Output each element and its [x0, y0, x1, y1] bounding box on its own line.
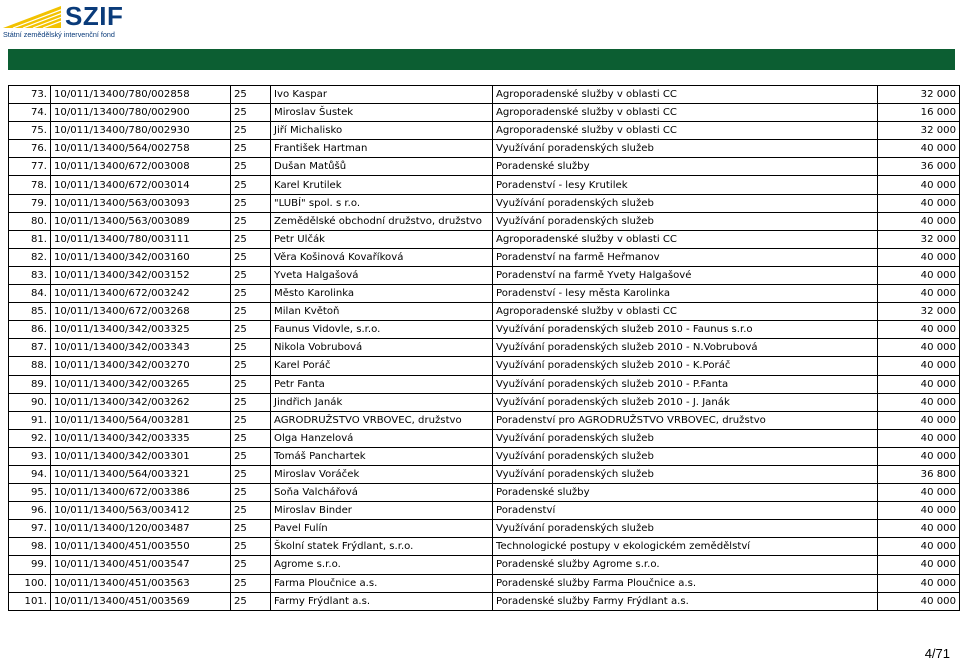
applicant-name: Olga Hanzelová: [271, 429, 493, 447]
table-row: [9, 230, 960, 248]
percentage: 25: [231, 86, 271, 104]
row-number: 83.: [9, 266, 51, 284]
applicant-name: Ivo Kaspar: [271, 86, 493, 104]
project-purpose: Technologické postupy v ekologickém zemědělství: [493, 538, 878, 556]
applicant-name: Yveta Halgašová: [271, 266, 493, 284]
row-number: 98.: [9, 538, 51, 556]
table-row: [9, 86, 960, 104]
amount: 16 000: [878, 104, 960, 122]
table-row: [9, 248, 960, 266]
project-purpose: Využívání poradenských služeb: [493, 194, 878, 212]
registration-code: 10/011/13400/451/003547: [51, 556, 231, 574]
amount: 40 000: [878, 393, 960, 411]
row-number: 77.: [9, 158, 51, 176]
amount: 40 000: [878, 411, 960, 429]
registration-code: 10/011/13400/451/003550: [51, 538, 231, 556]
row-number: 87.: [9, 339, 51, 357]
row-number: 94.: [9, 465, 51, 483]
row-number: 92.: [9, 429, 51, 447]
amount: 40 000: [878, 212, 960, 230]
project-purpose: Agroporadenské služby v oblasti CC: [493, 303, 878, 321]
project-purpose: Poradenské služby Farmy Frýdlant a.s.: [493, 592, 878, 610]
applicant-name: František Hartman: [271, 140, 493, 158]
percentage: 25: [231, 592, 271, 610]
applicant-name: "LUBÍ" spol. s r.o.: [271, 194, 493, 212]
grant-table: [8, 85, 960, 611]
row-number: 81.: [9, 230, 51, 248]
amount: 40 000: [878, 429, 960, 447]
amount: 40 000: [878, 574, 960, 592]
registration-code: 10/011/13400/564/003321: [51, 465, 231, 483]
registration-code: 10/011/13400/780/003111: [51, 230, 231, 248]
szif-logo: [3, 1, 133, 39]
amount: 32 000: [878, 230, 960, 248]
project-purpose: Využívání poradenských služeb: [493, 447, 878, 465]
row-number: 99.: [9, 556, 51, 574]
applicant-name: Farmy Frýdlant a.s.: [271, 592, 493, 610]
amount: 40 000: [878, 375, 960, 393]
amount: 40 000: [878, 447, 960, 465]
applicant-name: Karel Poráč: [271, 357, 493, 375]
table-row: [9, 375, 960, 393]
amount: 40 000: [878, 248, 960, 266]
table-row: [9, 465, 960, 483]
applicant-name: Miroslav Voráček: [271, 465, 493, 483]
project-purpose: Poradenství na farmě Yvety Halgašové: [493, 266, 878, 284]
registration-code: 10/011/13400/120/003487: [51, 520, 231, 538]
row-number: 74.: [9, 104, 51, 122]
row-number: 95.: [9, 484, 51, 502]
applicant-name: Petr Ulčák: [271, 230, 493, 248]
table-row: [9, 303, 960, 321]
registration-code: 10/011/13400/672/003242: [51, 285, 231, 303]
project-purpose: Agroporadenské služby v oblasti CC: [493, 86, 878, 104]
registration-code: 10/011/13400/672/003014: [51, 176, 231, 194]
project-purpose: Agroporadenské služby v oblasti CC: [493, 122, 878, 140]
percentage: 25: [231, 339, 271, 357]
table-row: [9, 429, 960, 447]
registration-code: 10/011/13400/563/003412: [51, 502, 231, 520]
project-purpose: Využívání poradenských služeb: [493, 140, 878, 158]
header-bar: [8, 49, 955, 70]
table-row: [9, 520, 960, 538]
table-row: [9, 158, 960, 176]
project-purpose: Poradenství - lesy Krutilek: [493, 176, 878, 194]
row-number: 101.: [9, 592, 51, 610]
applicant-name: Petr Fanta: [271, 375, 493, 393]
amount: 40 000: [878, 339, 960, 357]
project-purpose: Využívání poradenských služeb: [493, 465, 878, 483]
project-purpose: Agroporadenské služby v oblasti CC: [493, 104, 878, 122]
registration-code: 10/011/13400/342/003343: [51, 339, 231, 357]
row-number: 84.: [9, 285, 51, 303]
applicant-name: Faunus Vidovle, s.r.o.: [271, 321, 493, 339]
project-purpose: Využívání poradenských služeb 2010 - Faunus s.r.o: [493, 321, 878, 339]
table-row: [9, 393, 960, 411]
project-purpose: Poradenství - lesy města Karolinka: [493, 285, 878, 303]
registration-code: 10/011/13400/563/003093: [51, 194, 231, 212]
registration-code: 10/011/13400/672/003008: [51, 158, 231, 176]
row-number: 78.: [9, 176, 51, 194]
applicant-name: Milan Květoň: [271, 303, 493, 321]
percentage: 25: [231, 393, 271, 411]
table-row: [9, 357, 960, 375]
table-row: [9, 556, 960, 574]
amount: 32 000: [878, 86, 960, 104]
registration-code: 10/011/13400/342/003262: [51, 393, 231, 411]
amount: 32 000: [878, 122, 960, 140]
applicant-name: Soňa Valchářová: [271, 484, 493, 502]
percentage: 25: [231, 248, 271, 266]
percentage: 25: [231, 429, 271, 447]
percentage: 25: [231, 447, 271, 465]
row-number: 90.: [9, 393, 51, 411]
row-number: 91.: [9, 411, 51, 429]
percentage: 25: [231, 538, 271, 556]
table-row: [9, 339, 960, 357]
applicant-name: Miroslav Binder: [271, 502, 493, 520]
percentage: 25: [231, 230, 271, 248]
project-purpose: Využívání poradenských služeb 2010 - P.Fanta: [493, 375, 878, 393]
project-purpose: Využívání poradenských služeb: [493, 429, 878, 447]
applicant-name: Dušan Matůšů: [271, 158, 493, 176]
percentage: 25: [231, 285, 271, 303]
page-number: 4/71: [924, 646, 950, 661]
amount: 32 000: [878, 303, 960, 321]
registration-code: 10/011/13400/563/003089: [51, 212, 231, 230]
amount: 40 000: [878, 484, 960, 502]
applicant-name: Nikola Vobrubová: [271, 339, 493, 357]
registration-code: 10/011/13400/342/003265: [51, 375, 231, 393]
registration-code: 10/011/13400/342/003301: [51, 447, 231, 465]
project-purpose: Poradenské služby: [493, 484, 878, 502]
applicant-name: AGRODRUŽSTVO VRBOVEC, družstvo: [271, 411, 493, 429]
applicant-name: Věra Košinová Kovaříková: [271, 248, 493, 266]
percentage: 25: [231, 212, 271, 230]
percentage: 25: [231, 484, 271, 502]
row-number: 96.: [9, 502, 51, 520]
registration-code: 10/011/13400/342/003160: [51, 248, 231, 266]
project-purpose: Využívání poradenských služeb 2010 - K.Poráč: [493, 357, 878, 375]
registration-code: 10/011/13400/342/003335: [51, 429, 231, 447]
amount: 40 000: [878, 556, 960, 574]
percentage: 25: [231, 502, 271, 520]
row-number: 75.: [9, 122, 51, 140]
percentage: 25: [231, 321, 271, 339]
project-purpose: Využívání poradenských služeb: [493, 212, 878, 230]
amount: 40 000: [878, 502, 960, 520]
registration-code: 10/011/13400/564/002758: [51, 140, 231, 158]
applicant-name: Město Karolinka: [271, 285, 493, 303]
table-row: [9, 411, 960, 429]
percentage: 25: [231, 266, 271, 284]
row-number: 79.: [9, 194, 51, 212]
table-row: [9, 538, 960, 556]
registration-code: 10/011/13400/451/003569: [51, 592, 231, 610]
project-purpose: Využívání poradenských služeb 2010 - J. Janák: [493, 393, 878, 411]
percentage: 25: [231, 176, 271, 194]
project-purpose: Poradenství: [493, 502, 878, 520]
row-number: 73.: [9, 86, 51, 104]
amount: 40 000: [878, 538, 960, 556]
applicant-name: Pavel Fulín: [271, 520, 493, 538]
registration-code: 10/011/13400/451/003563: [51, 574, 231, 592]
table-row: [9, 447, 960, 465]
table-row: [9, 140, 960, 158]
row-number: 89.: [9, 375, 51, 393]
project-purpose: Agroporadenské služby v oblasti CC: [493, 230, 878, 248]
registration-code: 10/011/13400/342/003152: [51, 266, 231, 284]
project-purpose: Poradenské služby Farma Ploučnice a.s.: [493, 574, 878, 592]
applicant-name: Agrome s.r.o.: [271, 556, 493, 574]
table-row: [9, 285, 960, 303]
project-purpose: Využívání poradenských služeb 2010 - N.Vobrubová: [493, 339, 878, 357]
logo-text: SZIF: [65, 1, 124, 31]
registration-code: 10/011/13400/342/003270: [51, 357, 231, 375]
row-number: 97.: [9, 520, 51, 538]
table-row: [9, 484, 960, 502]
percentage: 25: [231, 520, 271, 538]
logo-stripes-icon: [3, 6, 61, 28]
table-row: [9, 194, 960, 212]
amount: 40 000: [878, 266, 960, 284]
project-purpose: Poradenství pro AGRODRUŽSTVO VRBOVEC, družstvo: [493, 411, 878, 429]
percentage: 25: [231, 465, 271, 483]
row-number: 88.: [9, 357, 51, 375]
amount: 40 000: [878, 520, 960, 538]
row-number: 82.: [9, 248, 51, 266]
amount: 40 000: [878, 357, 960, 375]
percentage: 25: [231, 140, 271, 158]
table-row: [9, 266, 960, 284]
amount: 36 000: [878, 158, 960, 176]
row-number: 80.: [9, 212, 51, 230]
row-number: 100.: [9, 574, 51, 592]
percentage: 25: [231, 122, 271, 140]
registration-code: 10/011/13400/672/003386: [51, 484, 231, 502]
registration-code: 10/011/13400/672/003268: [51, 303, 231, 321]
applicant-name: Miroslav Šustek: [271, 104, 493, 122]
applicant-name: Zemědělské obchodní družstvo, družstvo: [271, 212, 493, 230]
percentage: 25: [231, 158, 271, 176]
percentage: 25: [231, 375, 271, 393]
registration-code: 10/011/13400/780/002900: [51, 104, 231, 122]
row-number: 93.: [9, 447, 51, 465]
amount: 40 000: [878, 140, 960, 158]
applicant-name: Tomáš Panchartek: [271, 447, 493, 465]
percentage: 25: [231, 194, 271, 212]
table-row: [9, 176, 960, 194]
registration-code: 10/011/13400/564/003281: [51, 411, 231, 429]
percentage: 25: [231, 104, 271, 122]
table-row: [9, 574, 960, 592]
table-row: [9, 212, 960, 230]
amount: 40 000: [878, 321, 960, 339]
applicant-name: Jindřich Janák: [271, 393, 493, 411]
row-number: 85.: [9, 303, 51, 321]
applicant-name: Školní statek Frýdlant, s.r.o.: [271, 538, 493, 556]
table-row: [9, 104, 960, 122]
table-row: [9, 592, 960, 610]
amount: 40 000: [878, 176, 960, 194]
amount: 40 000: [878, 285, 960, 303]
project-purpose: Poradenství na farmě Heřmanov: [493, 248, 878, 266]
table-row: [9, 122, 960, 140]
percentage: 25: [231, 357, 271, 375]
registration-code: 10/011/13400/342/003325: [51, 321, 231, 339]
percentage: 25: [231, 303, 271, 321]
percentage: 25: [231, 411, 271, 429]
row-number: 86.: [9, 321, 51, 339]
applicant-name: Jiří Michalisko: [271, 122, 493, 140]
project-purpose: Poradenské služby Agrome s.r.o.: [493, 556, 878, 574]
registration-code: 10/011/13400/780/002930: [51, 122, 231, 140]
amount: 40 000: [878, 194, 960, 212]
logo-subtitle: Státní zemědělský intervenční fond: [3, 30, 115, 39]
row-number: 76.: [9, 140, 51, 158]
percentage: 25: [231, 574, 271, 592]
table-row: [9, 502, 960, 520]
amount: 40 000: [878, 592, 960, 610]
table-row: [9, 321, 960, 339]
percentage: 25: [231, 556, 271, 574]
registration-code: 10/011/13400/780/002858: [51, 86, 231, 104]
applicant-name: Karel Krutilek: [271, 176, 493, 194]
applicant-name: Farma Ploučnice a.s.: [271, 574, 493, 592]
amount: 36 800: [878, 465, 960, 483]
project-purpose: Využívání poradenských služeb: [493, 520, 878, 538]
project-purpose: Poradenské služby: [493, 158, 878, 176]
